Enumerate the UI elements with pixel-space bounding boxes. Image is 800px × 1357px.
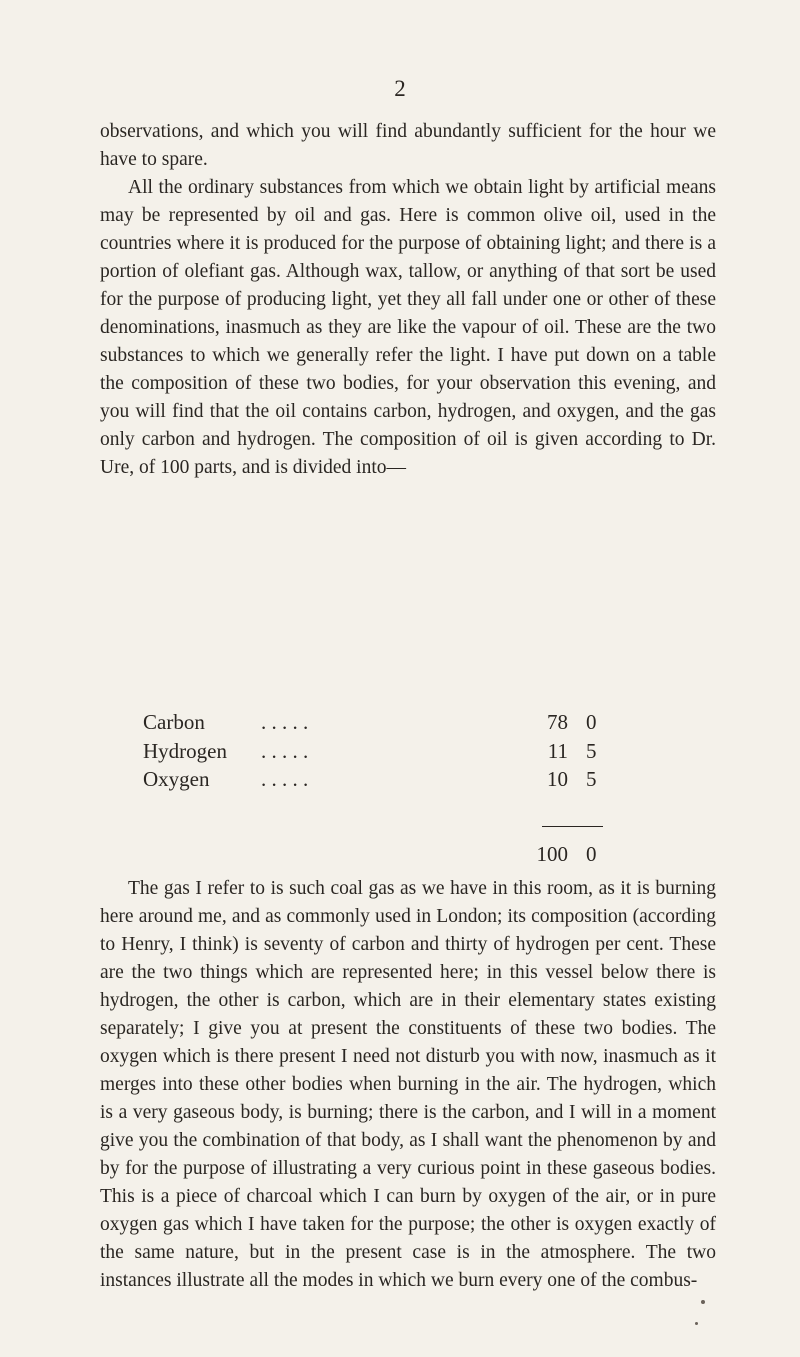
total-decimal: 0 — [586, 842, 597, 866]
table-row — [143, 765, 603, 794]
element-name: Carbon — [143, 710, 205, 734]
table-row — [143, 708, 603, 737]
table-row — [143, 737, 603, 766]
dot-leader: . . . . . — [261, 710, 309, 734]
paragraph-oil-and-gas: All the ordinary substances from which we obtain light by artificial means may be represented by oil and gas. Here is common olive oil, used in the countries where it is produced for the purpose of obtaining light; and there is a portion of olefiant gas. Although wax, tallow, or anything of that sort be used for the purpose of producing light, yet they all fall under one or other of these denominations, inasmuch as they are like the vapour of oil. These are the two substances to which we generally refer the light. I have put down on a table the composition of these two bodies, for your observation this evening, and you will find that the oil contains carbon, hydrogen, and oxygen, and the gas only carbon and hydrogen. The composition of oil is given according to Dr. Ure, of 100 parts, and is divided into— — [100, 177, 716, 478]
element-name: Oxygen — [143, 767, 210, 791]
table-total-row — [143, 840, 603, 868]
print-speck — [695, 1322, 698, 1325]
dot-leader: . . . . . — [261, 767, 309, 791]
page-number: 2 — [394, 76, 406, 101]
body-text-lower — [100, 875, 716, 1295]
parts-integer: 11 — [547, 738, 568, 763]
total-integer: 100 — [536, 842, 568, 866]
parts-decimal: 5 — [586, 767, 597, 791]
dot-leader: . . . . . — [261, 738, 309, 763]
oil-composition-table — [143, 708, 603, 794]
element-name: Hydrogen — [143, 738, 227, 763]
parts-decimal: 5 — [586, 738, 597, 763]
print-speck — [701, 1300, 705, 1304]
parts-decimal: 0 — [586, 710, 597, 734]
body-text-upper — [100, 118, 716, 482]
paragraph-coal-gas: The gas I refer to is such coal gas as we have in this room, as it is burning here around me, and as commonly used in London; its composition (according to Henry, I think) is seventy of carbon and thirty of hydrogen per cent. These are the two things which are represented here; in this vessel below there is hydrogen, the other is carbon, which are in their elementary states existing separately; I give you at present the constituents of these two bodies. The oxygen which is there present I need not disturb you with now, inasmuch as it merges into these other bodies when burning in the air. The hydrogen, which is a very gaseous body, is burning; there is the carbon, and I will in a moment give you the combination of that body, as I shall want the phenomenon by and by for the purpose of illustrating a very curious point in these gaseous bodies. This is a piece of charcoal which I can burn by oxygen of the air, or in pure oxygen gas which I have taken for the purpose; the other is oxygen exactly of the same nature, but in the present case is in the atmosphere. The two instances illustrate all the modes in which we burn every one of the combus- — [100, 878, 716, 1291]
parts-integer: 10 — [547, 767, 568, 791]
parts-integer: 78 — [547, 710, 568, 734]
total-rule — [542, 826, 603, 827]
paragraph-continuation: observations, and which you will find abundantly sufficient for the hour we have to spare. — [100, 121, 716, 170]
